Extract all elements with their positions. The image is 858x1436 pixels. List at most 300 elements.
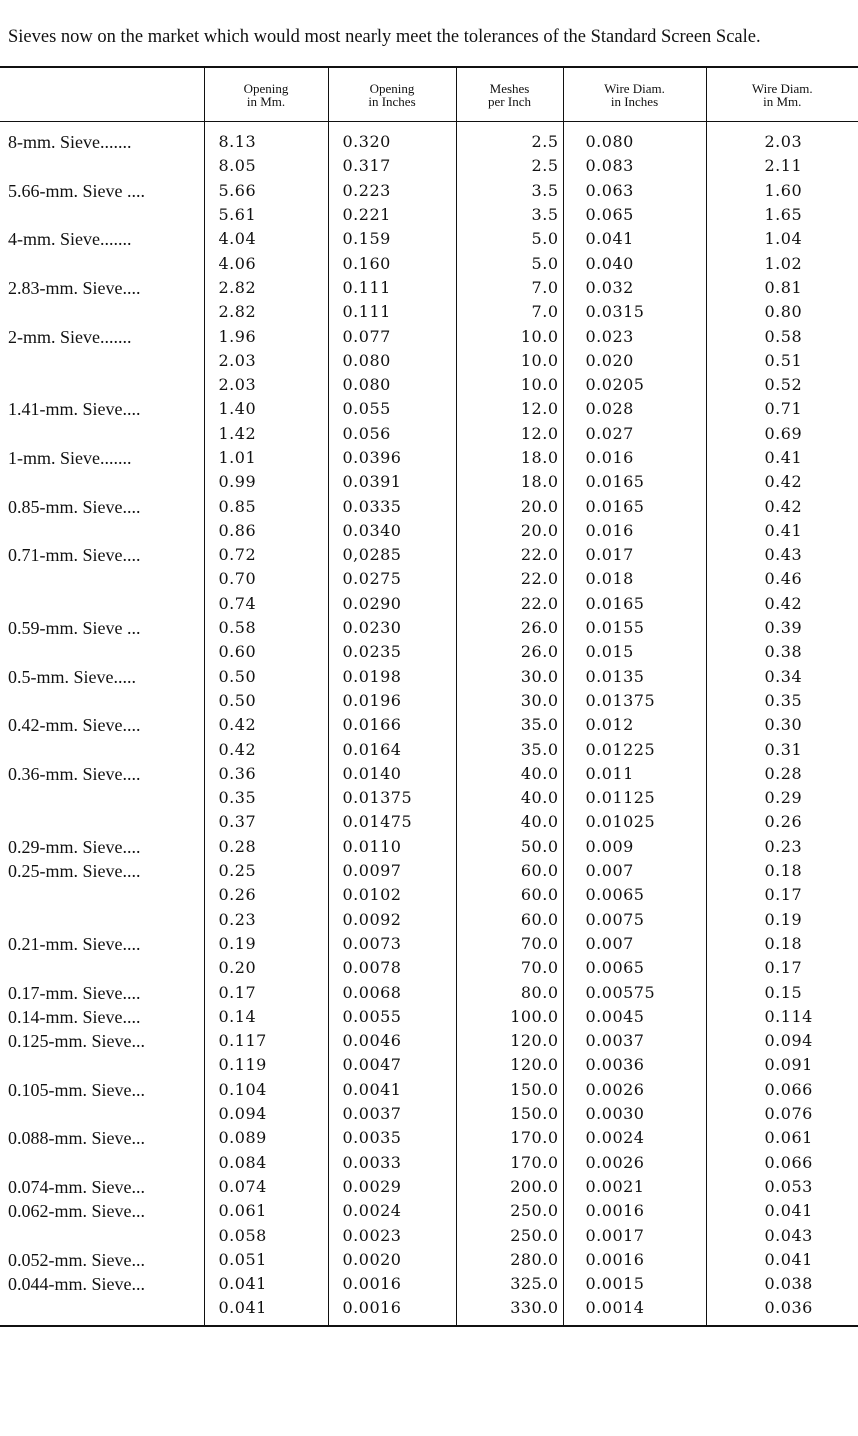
cell-wire-diam-inches: 0.023: [563, 324, 706, 348]
cell-wire-diam-mm: 0.114: [706, 1005, 858, 1029]
cell-opening-inches: 0.0024: [328, 1199, 456, 1223]
cell-sieve-label: 0.25-mm. Sieve....: [8, 861, 141, 882]
cell-wire-diam-inches: 0.018: [563, 567, 706, 591]
cell-sieve-label: [0, 1102, 204, 1126]
cell-wire-diam-mm: 2.11: [706, 154, 858, 178]
cell-sieve-label: 1-mm. Sieve.......: [8, 448, 132, 468]
table-row: [0, 786, 858, 810]
table-row: [0, 276, 858, 300]
cell-wire-diam-inches: 0.083: [563, 154, 706, 178]
column-header-wire-diam-mm: [706, 67, 858, 122]
cell-wire-diam-mm: 0.053: [706, 1175, 858, 1199]
cell-opening-inches: 0.0396: [328, 446, 456, 470]
cell-wire-diam-mm: 0.17: [706, 956, 858, 980]
cell-opening-inches: 0.080: [328, 349, 456, 373]
table-row: [0, 1005, 858, 1029]
cell-wire-diam-inches: 0.01025: [563, 810, 706, 834]
cell-wire-diam-mm: 0.076: [706, 1102, 858, 1126]
cell-meshes-per-inch: 5.0: [456, 251, 563, 275]
cell-opening-inches: 0.0340: [328, 519, 456, 543]
cell-wire-diam-inches: 0.0026: [563, 1150, 706, 1174]
cell-opening-mm: 2.82: [204, 276, 328, 300]
cell-wire-diam-inches: 0.011: [563, 762, 706, 786]
cell-opening-mm: 0.99: [204, 470, 328, 494]
cell-wire-diam-inches: 0.0024: [563, 1126, 706, 1150]
cell-wire-diam-inches: 0.0075: [563, 908, 706, 932]
cell-opening-inches: 0.01475: [328, 810, 456, 834]
cell-meshes-per-inch: 12.0: [456, 422, 563, 446]
cell-sieve-label: 0.14-mm. Sieve....: [8, 1006, 141, 1027]
cell-opening-mm: 4.06: [204, 251, 328, 275]
cell-meshes-per-inch: 60.0: [456, 908, 563, 932]
cell-wire-diam-inches: 0.0016: [563, 1199, 706, 1223]
cell-wire-diam-mm: 0.091: [706, 1053, 858, 1077]
cell-opening-inches: 0.160: [328, 251, 456, 275]
cell-meshes-per-inch: 60.0: [456, 883, 563, 907]
cell-sieve-label: 2.83-mm. Sieve....: [8, 277, 141, 298]
cell-sieve-label: [0, 1053, 204, 1077]
cell-sieve-label: [0, 1223, 204, 1247]
cell-opening-inches: 0.111: [328, 276, 456, 300]
cell-sieve-label: 0.42-mm. Sieve....: [8, 715, 141, 736]
cell-sieve-label: 0.5-mm. Sieve.....: [8, 666, 136, 687]
cell-opening-mm: 0.74: [204, 592, 328, 616]
cell-opening-mm: 0.104: [204, 1078, 328, 1102]
cell-opening-mm: 0.28: [204, 835, 328, 859]
cell-wire-diam-mm: 0.29: [706, 786, 858, 810]
cell-opening-inches: 0.0235: [328, 640, 456, 664]
cell-opening-inches: 0.0073: [328, 932, 456, 956]
cell-meshes-per-inch: 7.0: [456, 300, 563, 324]
cell-wire-diam-inches: 0.0030: [563, 1102, 706, 1126]
table-row: [0, 446, 858, 470]
table-row: [0, 1029, 858, 1053]
cell-opening-inches: 0.0275: [328, 567, 456, 591]
cell-sieve-label: 0.125-mm. Sieve...: [8, 1031, 145, 1052]
cell-sieve-label: [0, 786, 204, 810]
table-row: [0, 1223, 858, 1247]
cell-wire-diam-inches: 0.020: [563, 349, 706, 373]
cell-opening-inches: 0.0068: [328, 980, 456, 1004]
cell-sieve-label: [0, 737, 204, 761]
cell-meshes-per-inch: 325.0: [456, 1272, 563, 1296]
cell-wire-diam-mm: 2.03: [706, 122, 858, 155]
cell-opening-inches: 0.0029: [328, 1175, 456, 1199]
table-row: [0, 179, 858, 203]
cell-opening-mm: 0.50: [204, 665, 328, 689]
cell-opening-mm: 0.14: [204, 1005, 328, 1029]
cell-sieve-label: 8-mm. Sieve.......: [8, 132, 132, 153]
cell-wire-diam-inches: 0.007: [563, 859, 706, 883]
table-row: [0, 908, 858, 932]
cell-opening-inches: 0.223: [328, 179, 456, 203]
cell-sieve-label: [0, 349, 204, 373]
cell-wire-diam-inches: 0.080: [563, 122, 706, 155]
cell-wire-diam-inches: 0.0015: [563, 1272, 706, 1296]
cell-wire-diam-mm: 0.52: [706, 373, 858, 397]
cell-wire-diam-mm: 0.18: [706, 859, 858, 883]
cell-opening-mm: 0.041: [204, 1272, 328, 1296]
cell-sieve-label: 0.85-mm. Sieve....: [8, 496, 141, 517]
cell-wire-diam-inches: 0.0036: [563, 1053, 706, 1077]
table-row: [0, 122, 858, 155]
table-row: [0, 373, 858, 397]
cell-wire-diam-inches: 0.0205: [563, 373, 706, 397]
cell-wire-diam-mm: 0.46: [706, 567, 858, 591]
cell-wire-diam-inches: 0.009: [563, 835, 706, 859]
cell-wire-diam-mm: 0.41: [706, 446, 858, 470]
cell-opening-mm: 0.72: [204, 543, 328, 567]
cell-opening-inches: 0.0391: [328, 470, 456, 494]
cell-wire-diam-mm: 0.041: [706, 1248, 858, 1272]
cell-meshes-per-inch: 280.0: [456, 1248, 563, 1272]
cell-wire-diam-mm: 0.28: [706, 762, 858, 786]
cell-opening-inches: 0.0078: [328, 956, 456, 980]
table-row: [0, 1053, 858, 1077]
table-row: [0, 956, 858, 980]
cell-wire-diam-inches: 0.0165: [563, 592, 706, 616]
cell-meshes-per-inch: 5.0: [456, 227, 563, 251]
cell-wire-diam-inches: 0.0017: [563, 1223, 706, 1247]
cell-sieve-label: [0, 519, 204, 543]
cell-wire-diam-mm: 1.60: [706, 179, 858, 203]
cell-wire-diam-inches: 0.0014: [563, 1296, 706, 1325]
cell-meshes-per-inch: 35.0: [456, 737, 563, 761]
cell-sieve-label: [0, 203, 204, 227]
cell-wire-diam-mm: 0.71: [706, 397, 858, 421]
cell-meshes-per-inch: 10.0: [456, 373, 563, 397]
cell-wire-diam-mm: 0.51: [706, 349, 858, 373]
cell-wire-diam-inches: 0.0016: [563, 1248, 706, 1272]
table-row: [0, 1078, 858, 1102]
cell-sieve-label: 0.59-mm. Sieve ...: [8, 618, 141, 639]
cell-opening-mm: 1.01: [204, 446, 328, 470]
cell-wire-diam-mm: 0.42: [706, 494, 858, 518]
cell-opening-mm: 0.089: [204, 1126, 328, 1150]
cell-meshes-per-inch: 18.0: [456, 470, 563, 494]
table-row: [0, 665, 858, 689]
cell-meshes-per-inch: 80.0: [456, 980, 563, 1004]
cell-opening-inches: 0.317: [328, 154, 456, 178]
table-row: [0, 616, 858, 640]
cell-opening-mm: 1.40: [204, 397, 328, 421]
cell-opening-mm: 0.26: [204, 883, 328, 907]
cell-sieve-label: [0, 908, 204, 932]
cell-wire-diam-mm: 0.34: [706, 665, 858, 689]
table-row: [0, 762, 858, 786]
cell-meshes-per-inch: 18.0: [456, 446, 563, 470]
cell-meshes-per-inch: 10.0: [456, 324, 563, 348]
cell-sieve-label: [0, 470, 204, 494]
cell-wire-diam-mm: 0.81: [706, 276, 858, 300]
cell-wire-diam-mm: 0.39: [706, 616, 858, 640]
cell-sieve-label: 0.71-mm. Sieve....: [8, 545, 141, 566]
cell-opening-inches: 0.0110: [328, 835, 456, 859]
cell-wire-diam-inches: 0.0045: [563, 1005, 706, 1029]
cell-sieve-label: [0, 567, 204, 591]
cell-opening-mm: 0.051: [204, 1248, 328, 1272]
table-row: [0, 300, 858, 324]
cell-wire-diam-mm: 0.23: [706, 835, 858, 859]
cell-sieve-label: [0, 810, 204, 834]
table-row: [0, 1199, 858, 1223]
cell-opening-inches: 0.159: [328, 227, 456, 251]
cell-sieve-label: [0, 640, 204, 664]
table-body: [0, 122, 858, 1326]
table-row: [0, 1126, 858, 1150]
cell-opening-mm: 2.82: [204, 300, 328, 324]
cell-wire-diam-inches: 0.016: [563, 519, 706, 543]
cell-sieve-label: [0, 251, 204, 275]
cell-opening-mm: 0.86: [204, 519, 328, 543]
cell-meshes-per-inch: 150.0: [456, 1102, 563, 1126]
cell-sieve-label: 0.17-mm. Sieve....: [8, 982, 141, 1003]
table-row: [0, 251, 858, 275]
cell-wire-diam-inches: 0.015: [563, 640, 706, 664]
cell-opening-mm: 8.05: [204, 154, 328, 178]
cell-opening-mm: 0.119: [204, 1053, 328, 1077]
cell-opening-inches: 0.0092: [328, 908, 456, 932]
column-header-opening-inches: [328, 67, 456, 122]
cell-wire-diam-mm: 0.69: [706, 422, 858, 446]
table-row: [0, 1102, 858, 1126]
cell-meshes-per-inch: 20.0: [456, 519, 563, 543]
table-row: [0, 883, 858, 907]
cell-opening-inches: 0.0016: [328, 1296, 456, 1325]
cell-meshes-per-inch: 22.0: [456, 543, 563, 567]
cell-meshes-per-inch: 120.0: [456, 1053, 563, 1077]
cell-wire-diam-inches: 0.0026: [563, 1078, 706, 1102]
table-row: [0, 737, 858, 761]
cell-opening-mm: 0.19: [204, 932, 328, 956]
cell-opening-mm: 1.96: [204, 324, 328, 348]
table-row: [0, 859, 858, 883]
table-row: [0, 154, 858, 178]
cell-wire-diam-mm: 1.65: [706, 203, 858, 227]
cell-opening-inches: 0.055: [328, 397, 456, 421]
table-row: [0, 543, 858, 567]
cell-meshes-per-inch: 3.5: [456, 203, 563, 227]
cell-wire-diam-mm: 0.35: [706, 689, 858, 713]
cell-meshes-per-inch: 330.0: [456, 1296, 563, 1325]
cell-meshes-per-inch: 100.0: [456, 1005, 563, 1029]
cell-wire-diam-mm: 0.066: [706, 1078, 858, 1102]
cell-sieve-label: 0.062-mm. Sieve...: [8, 1201, 145, 1222]
cell-wire-diam-inches: 0.0315: [563, 300, 706, 324]
cell-opening-mm: 0.42: [204, 737, 328, 761]
cell-opening-inches: 0.0230: [328, 616, 456, 640]
cell-opening-mm: 1.42: [204, 422, 328, 446]
cell-opening-mm: 8.13: [204, 122, 328, 155]
cell-wire-diam-mm: 0.038: [706, 1272, 858, 1296]
cell-wire-diam-inches: 0.012: [563, 713, 706, 737]
cell-sieve-label: [0, 956, 204, 980]
cell-wire-diam-mm: 0.036: [706, 1296, 858, 1325]
cell-meshes-per-inch: 200.0: [456, 1175, 563, 1199]
cell-opening-inches: 0.0041: [328, 1078, 456, 1102]
cell-sieve-label: [0, 154, 204, 178]
cell-sieve-label: 0.074-mm. Sieve...: [8, 1176, 145, 1197]
cell-meshes-per-inch: 70.0: [456, 932, 563, 956]
cell-sieve-label: 2-mm. Sieve.......: [8, 326, 132, 347]
header-line: Wire Diam. in Mm.: [751, 80, 813, 109]
cell-wire-diam-inches: 0.016: [563, 446, 706, 470]
cell-opening-inches: 0.080: [328, 373, 456, 397]
cell-sieve-label: 0.36-mm. Sieve....: [8, 763, 141, 784]
cell-meshes-per-inch: 22.0: [456, 592, 563, 616]
table-row: [0, 980, 858, 1004]
cell-opening-inches: 0.0035: [328, 1126, 456, 1150]
cell-opening-mm: 0.084: [204, 1150, 328, 1174]
table-row: [0, 1296, 858, 1325]
cell-wire-diam-inches: 0.0065: [563, 956, 706, 980]
cell-sieve-label: [0, 1150, 204, 1174]
cell-meshes-per-inch: 150.0: [456, 1078, 563, 1102]
column-header-wire-diam-inches: [563, 67, 706, 122]
cell-opening-inches: 0.01375: [328, 786, 456, 810]
cell-meshes-per-inch: 26.0: [456, 616, 563, 640]
cell-wire-diam-mm: 0.19: [706, 908, 858, 932]
cell-meshes-per-inch: 2.5: [456, 122, 563, 155]
cell-wire-diam-mm: 0.31: [706, 737, 858, 761]
cell-sieve-label: 1.41-mm. Sieve....: [8, 399, 141, 420]
cell-sieve-label: 0.052-mm. Sieve...: [8, 1249, 145, 1270]
cell-wire-diam-inches: 0.065: [563, 203, 706, 227]
cell-sieve-label: [0, 1296, 204, 1325]
table-row: [0, 1175, 858, 1199]
cell-wire-diam-inches: 0.0155: [563, 616, 706, 640]
cell-opening-inches: 0.0020: [328, 1248, 456, 1272]
cell-wire-diam-inches: 0.01225: [563, 737, 706, 761]
cell-wire-diam-inches: 0.0135: [563, 665, 706, 689]
cell-meshes-per-inch: 170.0: [456, 1126, 563, 1150]
cell-wire-diam-mm: 0.061: [706, 1126, 858, 1150]
cell-opening-mm: 2.03: [204, 349, 328, 373]
cell-opening-inches: 0.0023: [328, 1223, 456, 1247]
column-header-opening-mm: [204, 67, 328, 122]
table-row: [0, 397, 858, 421]
cell-sieve-label: 0.044-mm. Sieve...: [8, 1274, 145, 1295]
cell-meshes-per-inch: 22.0: [456, 567, 563, 591]
header-line: Opening in Mm.: [243, 80, 289, 109]
cell-meshes-per-inch: 30.0: [456, 665, 563, 689]
cell-opening-mm: 0.25: [204, 859, 328, 883]
cell-wire-diam-mm: 1.04: [706, 227, 858, 251]
cell-wire-diam-inches: 0.0037: [563, 1029, 706, 1053]
cell-meshes-per-inch: 70.0: [456, 956, 563, 980]
cell-wire-diam-mm: 0.41: [706, 519, 858, 543]
cell-opening-mm: 5.66: [204, 179, 328, 203]
cell-wire-diam-mm: 0.26: [706, 810, 858, 834]
cell-meshes-per-inch: 30.0: [456, 689, 563, 713]
table-row: [0, 494, 858, 518]
cell-meshes-per-inch: 2.5: [456, 154, 563, 178]
cell-opening-mm: 0.17: [204, 980, 328, 1004]
table-row: [0, 1150, 858, 1174]
cell-sieve-label: 0.29-mm. Sieve....: [8, 836, 141, 857]
cell-opening-mm: 5.61: [204, 203, 328, 227]
cell-sieve-label: 0.105-mm. Sieve...: [8, 1079, 145, 1100]
column-header-meshes-per-inch: [456, 67, 563, 122]
cell-wire-diam-inches: 0.0165: [563, 494, 706, 518]
header-line: Opening in Inches: [368, 80, 416, 109]
cell-sieve-label: [0, 592, 204, 616]
cell-wire-diam-inches: 0.00575: [563, 980, 706, 1004]
cell-opening-mm: 0.23: [204, 908, 328, 932]
cell-wire-diam-mm: 0.80: [706, 300, 858, 324]
cell-wire-diam-inches: 0.0165: [563, 470, 706, 494]
cell-opening-mm: 0.041: [204, 1296, 328, 1325]
cell-wire-diam-mm: 0.041: [706, 1199, 858, 1223]
cell-opening-mm: 0.70: [204, 567, 328, 591]
table-row: [0, 1248, 858, 1272]
cell-wire-diam-inches: 0.01375: [563, 689, 706, 713]
cell-opening-mm: 0.117: [204, 1029, 328, 1053]
cell-wire-diam-mm: 0.18: [706, 932, 858, 956]
cell-wire-diam-inches: 0.007: [563, 932, 706, 956]
cell-sieve-label: [0, 300, 204, 324]
cell-opening-mm: 0.061: [204, 1199, 328, 1223]
cell-opening-mm: 0.094: [204, 1102, 328, 1126]
cell-sieve-label: [0, 883, 204, 907]
cell-wire-diam-mm: 1.02: [706, 251, 858, 275]
cell-wire-diam-mm: 0.58: [706, 324, 858, 348]
cell-meshes-per-inch: 3.5: [456, 179, 563, 203]
header-row: [0, 67, 858, 122]
table-row: [0, 567, 858, 591]
column-header-sieve: [0, 67, 204, 122]
table-row: [0, 1272, 858, 1296]
cell-wire-diam-inches: 0.063: [563, 179, 706, 203]
sieve-table: [0, 66, 858, 1327]
table-row: [0, 470, 858, 494]
cell-opening-mm: 0.58: [204, 616, 328, 640]
cell-meshes-per-inch: 50.0: [456, 835, 563, 859]
header-line: Meshes per Inch: [488, 80, 531, 109]
table-row: [0, 810, 858, 834]
cell-sieve-label: 5.66-mm. Sieve ....: [8, 180, 145, 201]
table-row: [0, 689, 858, 713]
cell-meshes-per-inch: 40.0: [456, 786, 563, 810]
cell-wire-diam-mm: 0.094: [706, 1029, 858, 1053]
cell-opening-inches: 0.0290: [328, 592, 456, 616]
cell-sieve-label: [0, 422, 204, 446]
cell-opening-inches: 0.0097: [328, 859, 456, 883]
cell-opening-inches: 0.0055: [328, 1005, 456, 1029]
cell-opening-inches: 0.0046: [328, 1029, 456, 1053]
cell-opening-mm: 0.36: [204, 762, 328, 786]
cell-wire-diam-mm: 0.066: [706, 1150, 858, 1174]
table-row: [0, 713, 858, 737]
intro-paragraph: Sieves now on the market which would most nearly meet the tolerances of the Standard Screen Scale.: [8, 26, 761, 47]
cell-meshes-per-inch: 12.0: [456, 397, 563, 421]
cell-meshes-per-inch: 10.0: [456, 349, 563, 373]
cell-wire-diam-inches: 0.040: [563, 251, 706, 275]
cell-wire-diam-inches: 0.0065: [563, 883, 706, 907]
cell-meshes-per-inch: 7.0: [456, 276, 563, 300]
cell-opening-inches: 0.111: [328, 300, 456, 324]
cell-opening-inches: 0.0102: [328, 883, 456, 907]
cell-sieve-label: 0.088-mm. Sieve...: [8, 1128, 145, 1149]
cell-opening-mm: 0.50: [204, 689, 328, 713]
cell-opening-mm: 0.20: [204, 956, 328, 980]
cell-wire-diam-inches: 0.027: [563, 422, 706, 446]
cell-meshes-per-inch: 40.0: [456, 810, 563, 834]
table-row: [0, 422, 858, 446]
cell-meshes-per-inch: 120.0: [456, 1029, 563, 1053]
table-row: [0, 640, 858, 664]
cell-opening-mm: 0.85: [204, 494, 328, 518]
